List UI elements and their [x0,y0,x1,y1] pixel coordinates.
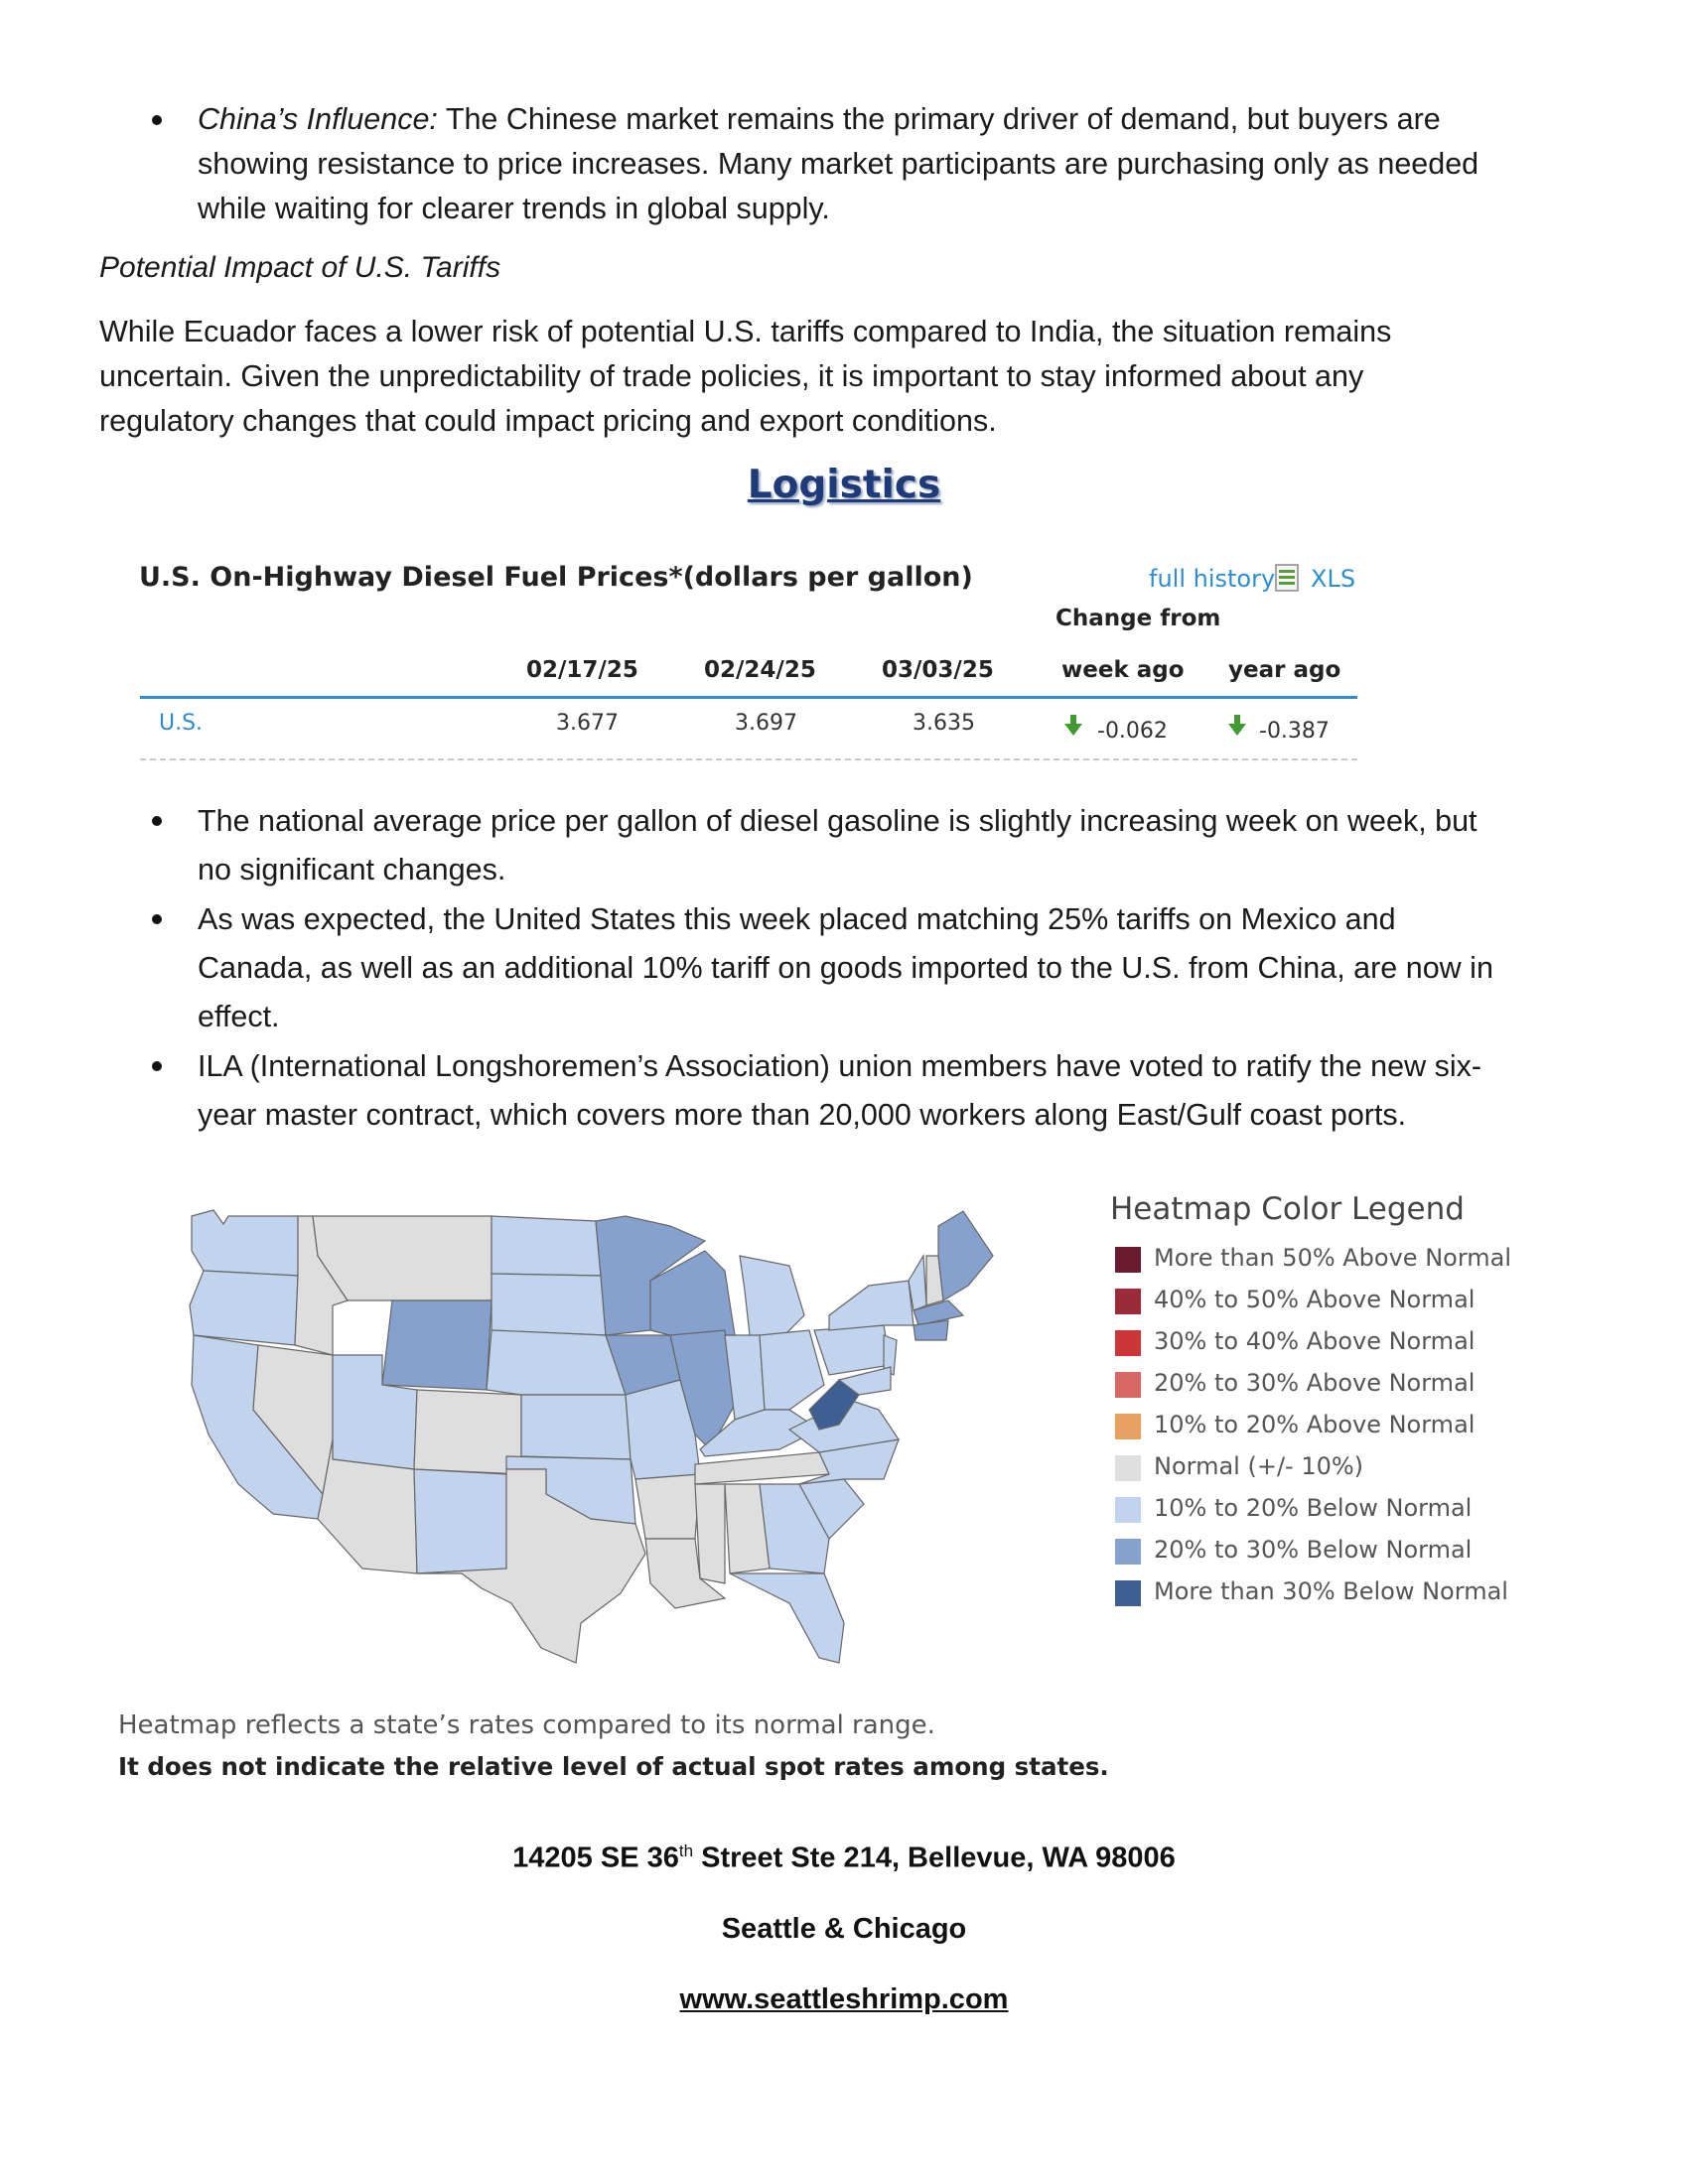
column-header: 02/17/25 [526,657,638,683]
header-rule [140,696,1357,699]
state-or [190,1271,298,1345]
legend-swatch [1115,1289,1141,1314]
column-header: year ago [1228,657,1341,683]
state-ny [829,1281,914,1330]
column-header: 03/03/25 [882,657,994,683]
legend-swatch [1115,1539,1141,1565]
table-cell: 3.697 [735,711,797,736]
legend-swatch [1115,1372,1141,1398]
section-heading: Potential Impact of U.S. Tariffs [99,251,501,284]
china-influence-bullet [198,97,1588,231]
bullet-line: ILA (International Longshoremen’s Association) union members have voted to ratify the new six- [198,1049,1482,1083]
state-mi [740,1256,804,1340]
xls-link[interactable]: XLS [1311,565,1356,593]
legend-label: 10% to 20% Below Normal [1154,1494,1473,1522]
tariff-paragraph [99,310,1609,444]
bullet-line: effect. [198,1000,280,1033]
tariff-bullet [198,895,1608,1041]
table-cell: 3.635 [913,711,975,736]
bullet-lead: China’s Influence: [198,102,438,136]
state-pa [814,1325,891,1375]
paragraph-line: regulatory changes that could impact pricing and export conditions. [99,404,997,438]
bullet-line: while waiting for clearer trends in global supply. [198,192,830,225]
state-wy [382,1300,492,1390]
state-ar [635,1474,700,1539]
heatmap-note: Heatmap reflects a state’s rates compared to its normal range. [118,1710,935,1740]
state-wa [192,1210,298,1276]
diesel-bullet [198,797,1608,894]
heatmap-disclaimer: It does not indicate the relative level of actual spot rates among states. [118,1752,1109,1781]
bullet-line: The national average price per gallon of diesel gasoline is slightly increasing week on week, but [198,804,1477,838]
bullet-dot [152,1061,162,1071]
state-co [414,1390,521,1474]
ila-bullet [198,1042,1608,1140]
legend-label: Normal (+/- 10%) [1154,1452,1364,1480]
legend-label: More than 50% Above Normal [1154,1244,1512,1272]
bullet-line: Canada, as well as an additional 10% tariff on goods imported to the U.S. from China, are now in [198,951,1493,985]
legend-swatch [1115,1497,1141,1523]
legend-swatch [1115,1414,1141,1439]
us-heatmap-map [184,1196,1033,1673]
footer-cities: Seattle & Chicago [721,1913,967,1945]
legend-title: Heatmap Color Legend [1110,1191,1465,1227]
state-tn [695,1452,829,1484]
row-label-us[interactable]: U.S. [159,711,204,736]
bullet-line: As was expected, the United States this week placed matching 25% tariffs on Mexico and [198,902,1396,936]
legend-label: 20% to 30% Below Normal [1154,1536,1473,1564]
column-header: 02/24/25 [704,657,816,683]
state-sd [492,1274,606,1335]
table-cell: 3.677 [556,711,619,736]
state-oh [760,1330,824,1410]
down-arrow-icon [1064,715,1082,737]
xls-file-icon[interactable] [1275,564,1299,592]
legend-swatch [1115,1247,1141,1273]
row-rule [140,758,1357,760]
state-ne [487,1330,626,1395]
legend-label: More than 30% Below Normal [1154,1577,1508,1605]
week-change-value: -0.062 [1097,719,1168,744]
state-me [938,1211,993,1300]
legend-label: 40% to 50% Above Normal [1154,1286,1476,1313]
legend-swatch [1115,1580,1141,1606]
paragraph-line: uncertain. Given the unpredictability of trade policies, it is important to stay informed about any [99,359,1364,393]
bullet-dot [152,115,162,125]
bullet-line: no significant changes. [198,853,506,887]
legend-label: 20% to 30% Above Normal [1154,1369,1476,1397]
us-heatmap [184,1196,1033,1673]
state-ks [521,1395,631,1459]
state-nm [414,1469,506,1573]
column-header: week ago [1061,657,1185,683]
table-title: U.S. On-Highway Diesel Fuel Prices*(dollars per gallon) [139,562,973,593]
down-arrow-icon [1228,715,1246,737]
state-fl [730,1573,844,1663]
footer-address [0,1842,1688,1875]
bullet-dot [152,816,162,826]
bullet-dot [152,914,162,924]
state-ms [695,1484,725,1583]
state-mt [313,1216,492,1300]
full-history-label: full history [1149,565,1276,593]
bullet-line: The Chinese market remains the primary driver of demand, but buyers are [437,102,1441,136]
bullet-line: year master contract, which covers more than 20,000 workers along East/Gulf coast ports. [198,1098,1407,1132]
state-nd [492,1216,601,1276]
legend-label: 10% to 20% Above Normal [1154,1411,1476,1438]
logistics-title: Logistics [747,463,941,507]
legend-label: 30% to 40% Above Normal [1154,1327,1476,1355]
website-link[interactable]: www.seattleshrimp.com [679,1983,1009,2015]
legend-swatch [1115,1330,1141,1356]
bullet-line: showing resistance to price increases. Many market participants are purchasing only as needed [198,147,1479,181]
address-part: 14205 SE 36 [512,1842,679,1874]
change-from-header: Change from [1055,606,1221,631]
address-part: Street Ste 214, Bellevue, WA 98006 [693,1842,1176,1874]
legend-swatch [1115,1455,1141,1481]
year-change-value: -0.387 [1259,719,1330,744]
full-history-link[interactable] [1149,565,1275,593]
paragraph-line: While Ecuador faces a lower risk of potential U.S. tariffs compared to India, the situation remains [99,315,1392,348]
address-sup: th [678,1842,694,1860]
